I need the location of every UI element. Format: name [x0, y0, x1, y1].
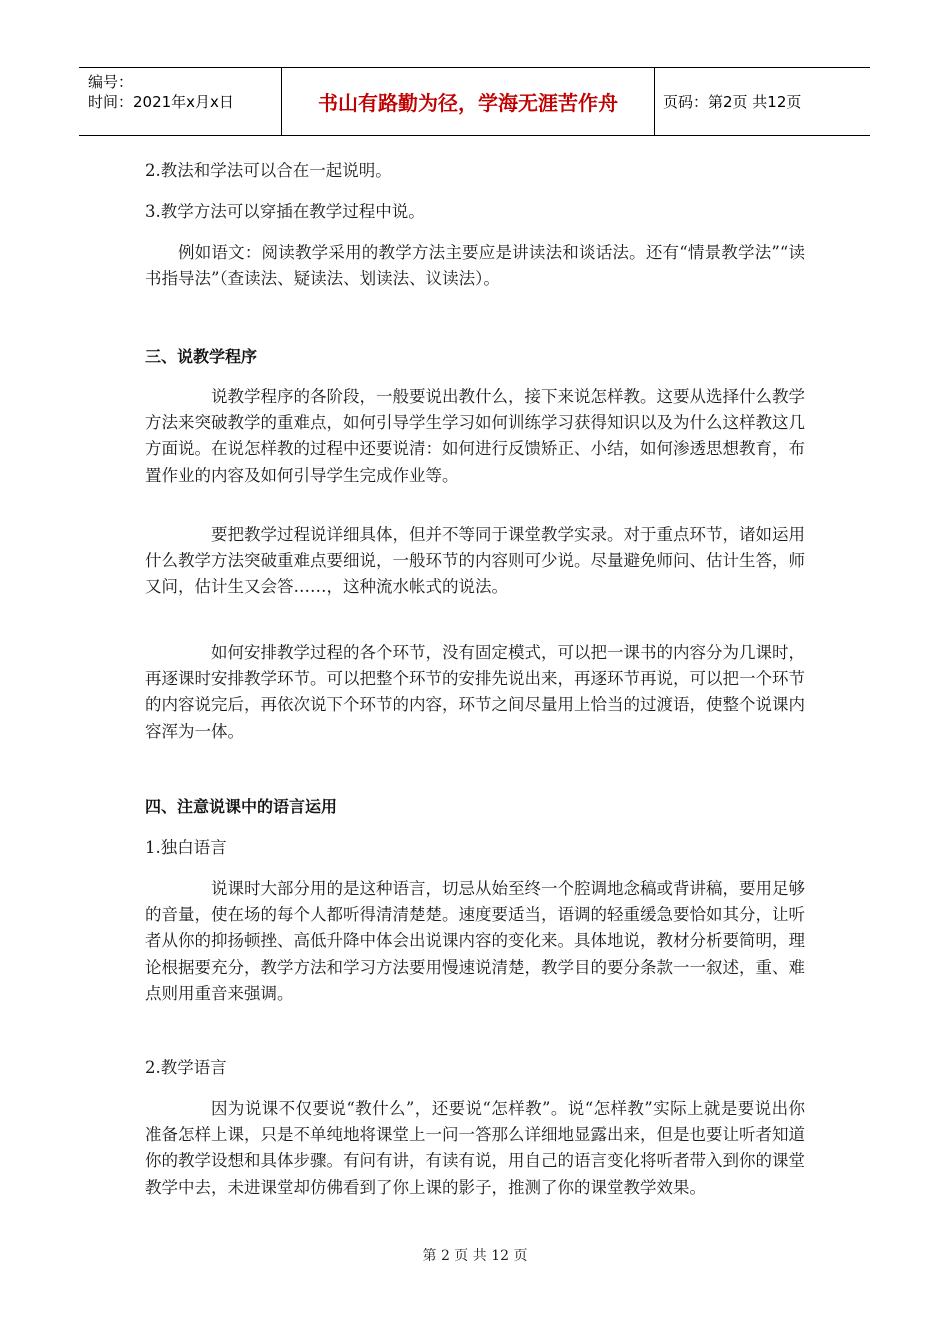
section-4-subheading-2: 2.教学语言: [145, 1058, 227, 1077]
section-4-heading: 四、注意说课中的语言运用: [145, 797, 338, 816]
section-3-paragraph-3: 如何安排教学过程的各个环节，没有固定模式，可以把一课书的内容分为几课时，再逐课时安排教学环节。可以把整个环节的安排先说出来，再逐环节再说，可以把一个环节的内容说完后，再依次说下个环节的内容，环节之间尽量用上恰当的过渡语，使整个说课内容浑为一体。: [145, 643, 805, 741]
page-header: [79, 67, 870, 136]
section-4-paragraph-2: 因为说课不仅要说“教什么”，还要说“怎样教”。说“怎样教”实际上就是要说出你准备怎样上课，只是不单纯地将课堂上一问一答那么详细地显露出来，但是也要让听者知道你的教学设想和具体步骤。有问有讲，有读有说，用自己的语言变化将听者带入到你的课堂教学中去，未进课堂却仿佛看到了你上课的影子，推测了你的课堂教学效果。: [145, 1099, 805, 1197]
section-3-paragraph-2: 要把教学过程说详细具体，但并不等同于课堂教学实录。对于重点环节，诸如运用什么教学方法突破重难点要细说，一般环节的内容则可少说。尽量避免师问、估计生答，师又问，估计生又会答……，这种流水帐式的说法。: [145, 525, 805, 597]
example-paragraph: 例如语文：阅读教学采用的教学方法主要应是讲读法和谈话法。还有“情景教学法”“读书指导法”（查读法、疑读法、划读法、议读法）。: [145, 243, 805, 289]
page-footer: 第 2 页 共 12 页: [422, 1248, 528, 1264]
header-motto: 书山有路勤为径，学海无涯苦作舟: [282, 68, 655, 135]
section-3-heading: 三、说教学程序: [145, 347, 258, 366]
document-date: 时间：2021年x月x日: [88, 93, 234, 111]
list-item-2: 2.教法和学法可以合在一起说明。: [145, 161, 392, 180]
section-4-subheading-1: 1.独白语言: [145, 838, 227, 857]
header-meta: [79, 68, 282, 135]
document-number-label: 编号：: [88, 73, 134, 91]
header-page-info: 页码：第2页 共12页: [663, 93, 802, 111]
list-item-3: 3.教学方法可以穿插在教学过程中说。: [145, 202, 425, 221]
section-3-paragraph-1: 说教学程序的各阶段，一般要说出教什么，接下来说怎样教。这要从选择什么教学方法来突破教学的重难点，如何引导学生学习如何训练学习获得知识以及为什么这样教这几方面说。在说怎样教的过程中还要说清：如何进行反馈矫正、小结，如何渗透思想教育，布置作业的内容及如何引导学生完成作业等。: [145, 387, 805, 485]
section-4-paragraph-1: 说课时大部分用的是这种语言，切忌从始至终一个腔调地念稿或背讲稿，要用足够的音量，使在场的每个人都听得清清楚楚。速度要适当，语调的轻重缓急要恰如其分，让听者从你的抑扬顿挫、高低升降中体会出说课内容的变化来。具体地说，教材分析要简明，理论根据要充分，教学方法和学习方法要用慢速说清楚，教学目的要分条款一一叙述，重、难点则用重音来强调。: [145, 879, 805, 1003]
